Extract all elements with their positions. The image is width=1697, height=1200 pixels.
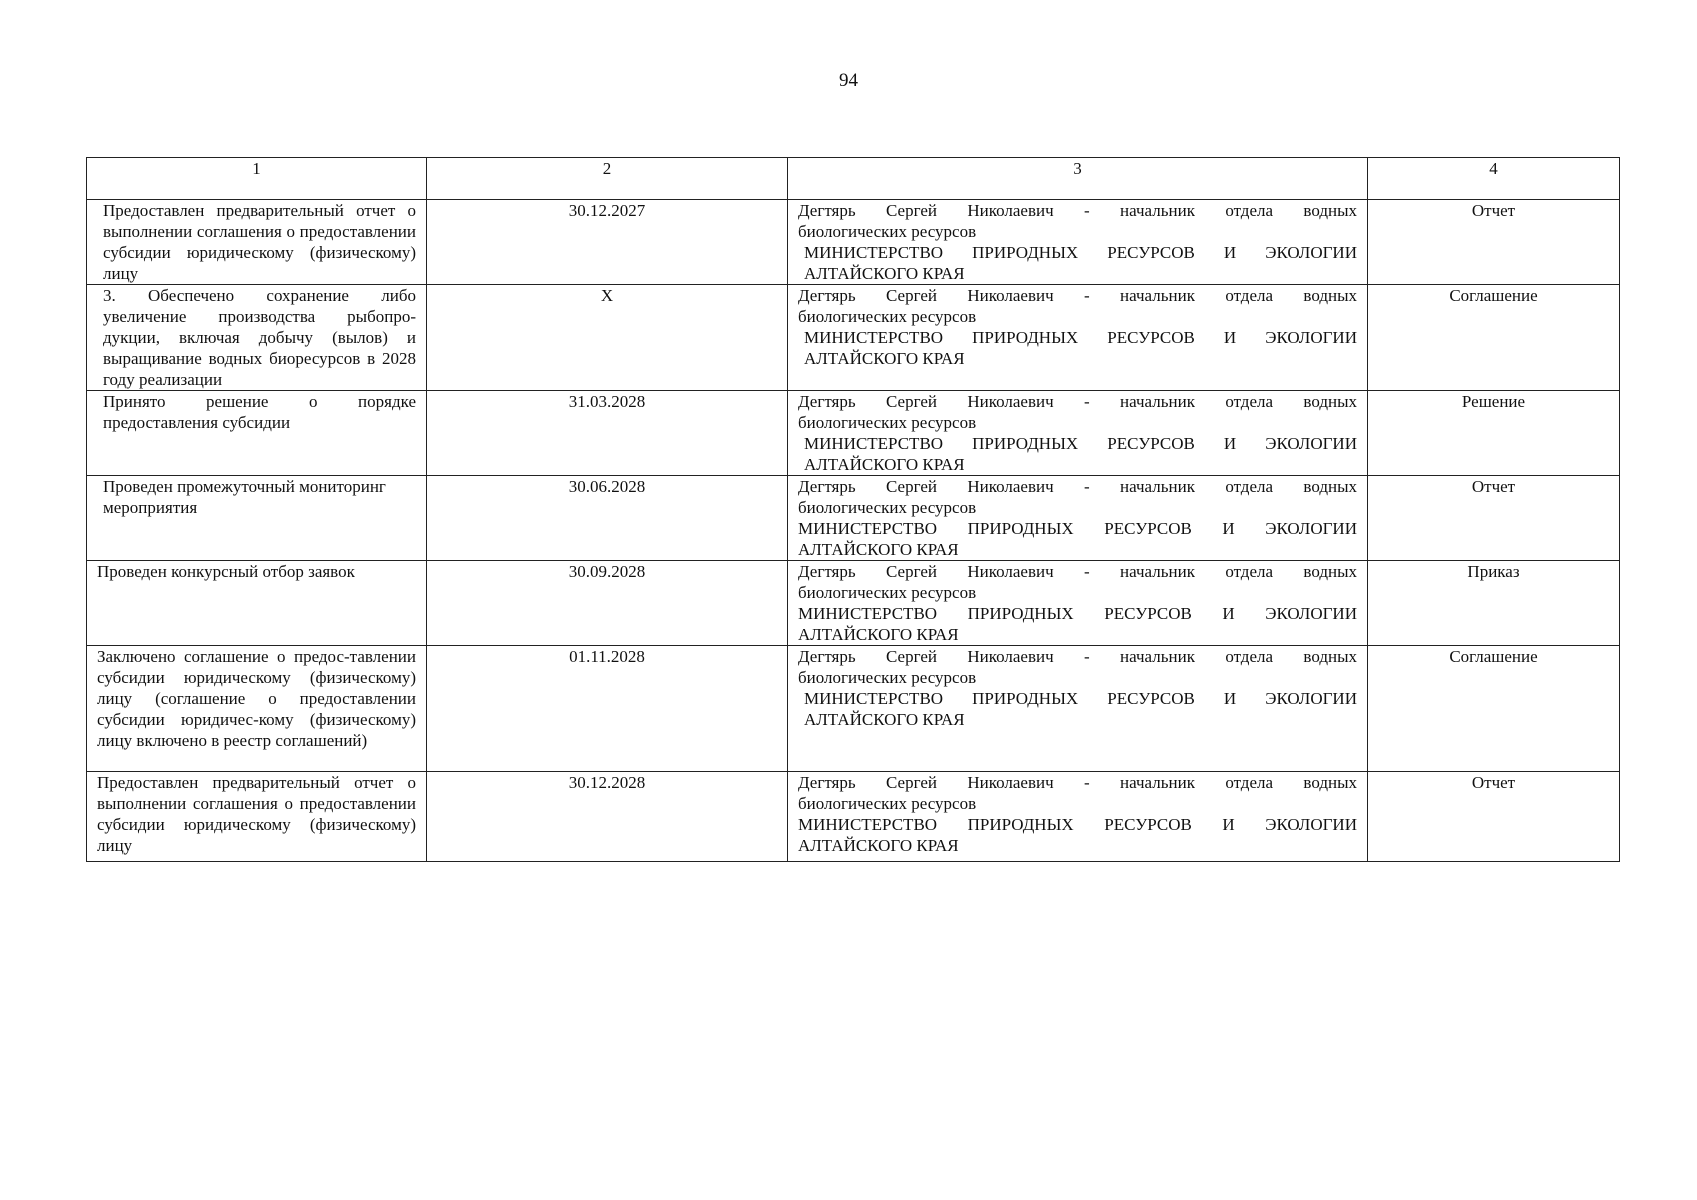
date-cell: 31.03.2028 [427,391,788,476]
control-points-table [86,157,1620,862]
page-number: 94 [839,70,858,91]
date-cell: 30.09.2028 [427,561,788,646]
responsible-department: биологических ресурсов [798,583,977,602]
date-cell: 30.12.2028 [427,772,788,862]
responsible-organization-region: АЛТАЙСКОГО КРАЯ [804,349,965,368]
table-row [87,285,1620,391]
responsible-cell [788,285,1368,391]
responsible-person: Дегтярь Сергей Николаевич - начальник отдела водных [798,647,1357,666]
responsible-organization-region: АЛТАЙСКОГО КРАЯ [798,836,959,855]
responsible-department: биологических ресурсов [798,794,977,813]
responsible-organization-region: АЛТАЙСКОГО КРАЯ [804,710,965,729]
responsible-organization-region: АЛТАЙСКОГО КРАЯ [798,625,959,644]
responsible-cell [788,646,1368,772]
document-cell: Отчет [1368,200,1620,285]
responsible-organization-region: АЛТАЙСКОГО КРАЯ [804,455,965,474]
column-header-3: 3 [788,158,1368,200]
responsible-person: Дегтярь Сергей Николаевич - начальник отдела водных [798,477,1357,496]
responsible-organization: МИНИСТЕРСТВО ПРИРОДНЫХ РЕСУРСОВ И ЭКОЛОГИИ [798,604,1357,623]
event-cell: Предоставлен предварительный отчет о выполнении соглашения о предоставлении субсидии юридическому (физическому) лицу [87,200,427,285]
responsible-organization: МИНИСТЕРСТВО ПРИРОДНЫХ РЕСУРСОВ И ЭКОЛОГИИ [804,434,1357,453]
table-header-row [87,158,1620,200]
event-cell: Проведен конкурсный отбор заявок [87,561,427,646]
date-cell: 30.12.2027 [427,200,788,285]
responsible-organization: МИНИСТЕРСТВО ПРИРОДНЫХ РЕСУРСОВ И ЭКОЛОГИИ [804,689,1357,708]
event-cell: 3. Обеспечено сохранение либо увеличение производства рыбопро-дукции, включая добычу (вылов) и выращивание водных биоресурсов в 2028 году реализации [87,285,427,391]
event-cell: Предоставлен предварительный отчет о выполнении соглашения о предоставлении субсидии юридическому (физическому) лицу [87,772,427,862]
responsible-cell [788,391,1368,476]
responsible-cell [788,476,1368,561]
table-row [87,476,1620,561]
responsible-person: Дегтярь Сергей Николаевич - начальник отдела водных [798,392,1357,411]
responsible-department: биологических ресурсов [798,307,977,326]
table-row [87,391,1620,476]
responsible-department: биологических ресурсов [798,498,977,517]
table-row [87,561,1620,646]
responsible-department: биологических ресурсов [798,222,977,241]
responsible-department: биологических ресурсов [798,413,977,432]
responsible-cell [788,200,1368,285]
responsible-organization: МИНИСТЕРСТВО ПРИРОДНЫХ РЕСУРСОВ И ЭКОЛОГИИ [798,519,1357,538]
document-cell: Решение [1368,391,1620,476]
date-cell: 01.11.2028 [427,646,788,772]
responsible-person: Дегтярь Сергей Николаевич - начальник отдела водных [798,562,1357,581]
table-row [87,772,1620,862]
responsible-organization-region: АЛТАЙСКОГО КРАЯ [804,264,965,283]
responsible-cell [788,561,1368,646]
event-cell: Заключено соглашение о предос-тавлении субсидии юридическому (физическому) лицу (соглашение о предоставлении субсидии юридичес-кому (физическому) лицу включено в реестр соглашений) [87,646,427,772]
responsible-organization-region: АЛТАЙСКОГО КРАЯ [798,540,959,559]
document-cell: Соглашение [1368,646,1620,772]
column-header-2: 2 [427,158,788,200]
document-cell: Отчет [1368,476,1620,561]
responsible-organization: МИНИСТЕРСТВО ПРИРОДНЫХ РЕСУРСОВ И ЭКОЛОГИИ [804,243,1357,262]
date-cell: 30.06.2028 [427,476,788,561]
event-cell: Проведен промежуточный мониторинг мероприятия [87,476,427,561]
column-header-1: 1 [87,158,427,200]
responsible-person: Дегтярь Сергей Николаевич - начальник отдела водных [798,773,1357,792]
responsible-department: биологических ресурсов [798,668,977,687]
responsible-cell [788,772,1368,862]
table-row [87,646,1620,772]
responsible-organization: МИНИСТЕРСТВО ПРИРОДНЫХ РЕСУРСОВ И ЭКОЛОГИИ [804,328,1357,347]
responsible-organization: МИНИСТЕРСТВО ПРИРОДНЫХ РЕСУРСОВ И ЭКОЛОГИИ [798,815,1357,834]
document-cell: Соглашение [1368,285,1620,391]
event-cell: Принято решение о порядке предоставления субсидии [87,391,427,476]
document-cell: Приказ [1368,561,1620,646]
document-cell: Отчет [1368,772,1620,862]
responsible-person: Дегтярь Сергей Николаевич - начальник отдела водных [798,201,1357,220]
date-cell: X [427,285,788,391]
column-header-4: 4 [1368,158,1620,200]
table-row [87,200,1620,285]
responsible-person: Дегтярь Сергей Николаевич - начальник отдела водных [798,286,1357,305]
